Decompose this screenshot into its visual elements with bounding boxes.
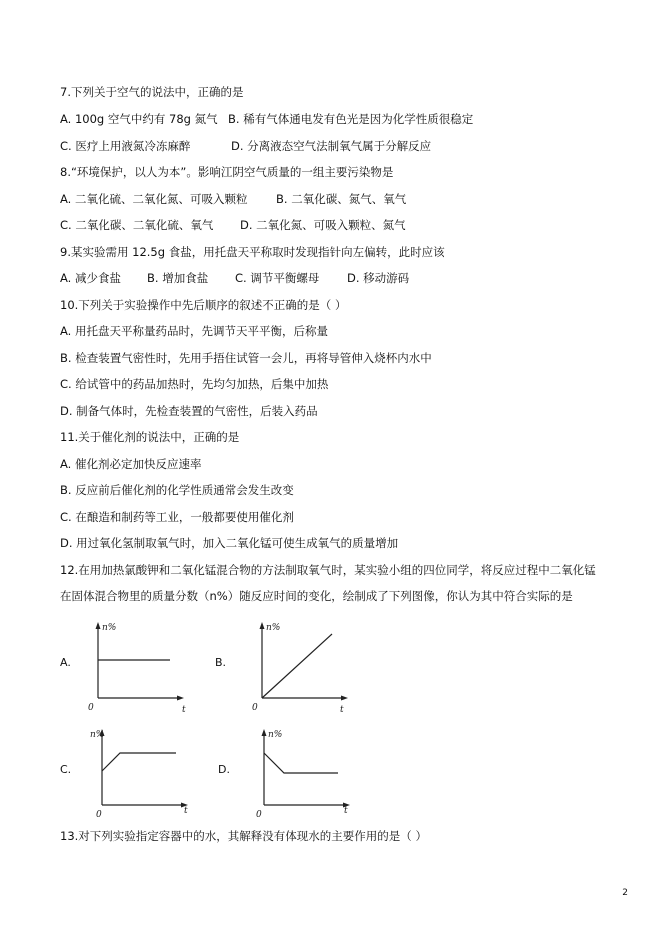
- graph-d-xlabel: t: [344, 806, 348, 816]
- graph-c-origin: 0: [96, 810, 102, 820]
- q10-stem: 10.下列关于实验操作中先后顺序的叙述不正确的是（ ）: [60, 298, 347, 312]
- graph-d-label: D.: [218, 763, 230, 776]
- q12-stem-line1: 12.在用加热氯酸钾和二氧化锰混合物的方法制取氧气时，某实验小组的四位同学，将反应过程中二氧化锰: [60, 563, 596, 577]
- q11-stem: 11.关于催化剂的说法中，正确的是: [60, 430, 240, 444]
- q8-option-a: A. 二氧化硫、二氧化氮、可吸入颗粒: [60, 192, 248, 206]
- q10-option-d: D. 制备气体时，先检查装置的气密性，后装入药品: [60, 404, 318, 418]
- q9-option-b: B. 增加食盐: [147, 271, 209, 285]
- q10-option-c: C. 给试管中的药品加热时，先均匀加热，后集中加热: [60, 377, 329, 391]
- graph-a-ylabel: n%: [102, 623, 117, 633]
- q9-option-a: A. 减少食盐: [60, 271, 121, 285]
- q10-option-a: A. 用托盘天平称量药品时，先调节天平平衡，后称量: [60, 324, 328, 338]
- graph-a: [88, 620, 188, 715]
- graph-b-ylabel: n%: [266, 623, 281, 633]
- q11-option-b: B. 反应前后催化剂的化学性质通常会发生改变: [60, 483, 294, 497]
- q7-stem: 7.下列关于空气的说法中，正确的是: [60, 85, 244, 99]
- q12-stem-line2: 在固体混合物里的质量分数（n%）随反应时间的变化，绘制成了下列图像，你认为其中符合实际的是: [60, 589, 573, 603]
- graph-b: [252, 620, 352, 715]
- graph-b-origin: 0: [252, 703, 258, 713]
- q9-option-c: C. 调节平衡螺母: [235, 271, 320, 285]
- q8-option-b: B. 二氧化碳、氮气、氧气: [276, 192, 407, 206]
- graph-b-xlabel: t: [340, 705, 344, 715]
- q7-option-a: A. 100g 空气中约有 78g 氮气: [60, 112, 218, 126]
- graph-a-label: A.: [60, 656, 71, 669]
- q8-option-d: D. 二氧化氮、可吸入颗粒、氮气: [240, 218, 406, 232]
- q10-option-b: B. 检查装置气密性时，先用手捂住试管一会儿，再将导管伸入烧杯内水中: [60, 351, 432, 365]
- graph-d-origin: 0: [256, 810, 262, 820]
- graph-c-xlabel: t: [184, 806, 188, 816]
- graph-c-ylabel: n%: [90, 730, 105, 740]
- q9-option-d: D. 移动游码: [347, 271, 410, 285]
- q7-option-d: D. 分离液态空气法制氧气属于分解反应: [231, 139, 432, 153]
- graph-d-curve: [264, 753, 338, 773]
- graph-a-origin: 0: [88, 703, 94, 713]
- q13-stem: 13.对下列实验指定容器中的水，其解释没有体现水的主要作用的是（ ）: [60, 829, 427, 843]
- q7-option-c: C. 医疗上用液氮冷冻麻醉: [60, 139, 191, 153]
- q8-option-c: C. 二氧化碳、二氧化硫、氧气: [60, 218, 214, 232]
- page-number: 2: [622, 888, 628, 898]
- graph-b-label: B.: [215, 656, 227, 669]
- graph-a-xlabel: t: [182, 705, 186, 715]
- graph-c-curve: [102, 753, 176, 771]
- q9-stem: 9.某实验需用 12.5g 食盐，用托盘天平称取时发现指针向左偏转，此时应该: [60, 245, 445, 259]
- q11-option-c: C. 在酿造和制药等工业，一般都要使用催化剂: [60, 510, 294, 524]
- graph-c-label: C.: [60, 763, 72, 776]
- graph-d: [254, 727, 354, 820]
- q11-option-a: A. 催化剂必定加快反应速率: [60, 457, 202, 471]
- graph-b-curve: [262, 634, 332, 698]
- q11-option-d: D. 用过氧化氢制取氧气时，加入二氧化锰可使生成氧气的质量增加: [60, 536, 399, 550]
- q8-stem: 8.“环境保护，以人为本”。影响江阴空气质量的一组主要污染物是: [60, 165, 394, 179]
- graph-d-ylabel: n%: [268, 730, 283, 740]
- graph-c: [90, 727, 192, 820]
- q7-option-b: B. 稀有气体通电发有色光是因为化学性质很稳定: [228, 112, 474, 126]
